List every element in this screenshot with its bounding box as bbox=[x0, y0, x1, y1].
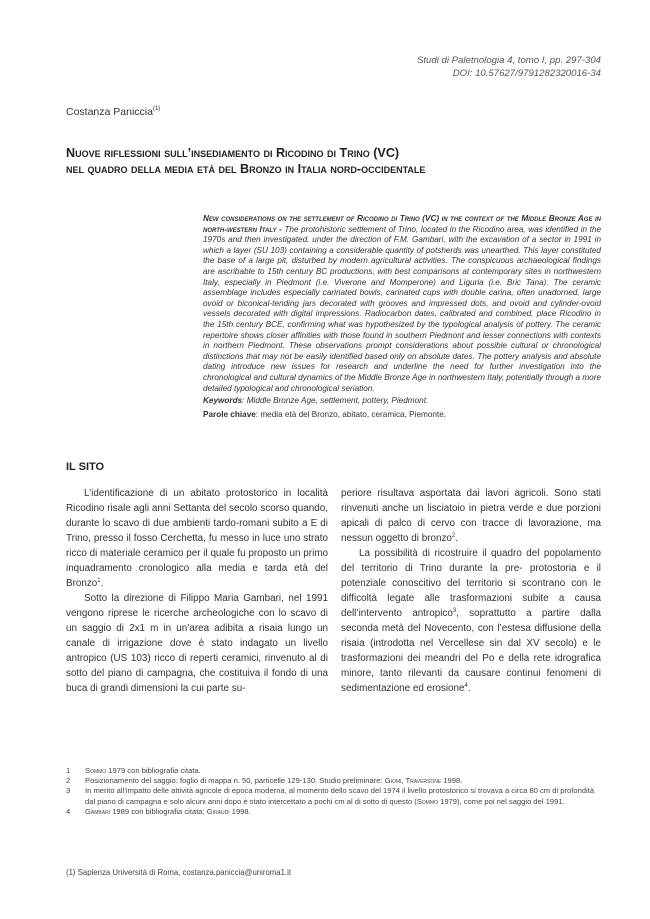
footnote-author: Gambari bbox=[85, 806, 111, 816]
paragraph-end: . bbox=[100, 578, 104, 589]
footnote-author: Giraudi bbox=[206, 806, 230, 816]
abstract-en bbox=[203, 214, 601, 394]
paragraph bbox=[66, 591, 328, 696]
keywords bbox=[203, 396, 601, 407]
footnotes bbox=[66, 766, 602, 817]
footnote bbox=[66, 766, 602, 776]
title-line-1: Nuove riflessioni sull’insediamento di Ricodino di Trino (VC) bbox=[66, 146, 400, 160]
footnote-text bbox=[85, 766, 602, 776]
footnote-text bbox=[85, 786, 602, 806]
footnote-number: 1 bbox=[66, 766, 71, 775]
body-column-right bbox=[341, 486, 601, 696]
footnote-ref[interactable]: 2 bbox=[451, 533, 456, 539]
keywords-label: Keywords bbox=[203, 396, 243, 406]
footnote-tail: 1998. bbox=[441, 776, 463, 786]
journal-header bbox=[417, 55, 601, 80]
paragraph bbox=[66, 486, 328, 591]
author-name: Costanza Paniccia bbox=[66, 106, 153, 118]
footnote-tail: 1979), come poi nel saggio del 1991. bbox=[438, 796, 565, 806]
footnote-ref[interactable]: 1 bbox=[97, 578, 101, 584]
author-mark: (1) bbox=[152, 106, 161, 112]
parole-chiave bbox=[203, 410, 601, 421]
abstract-text: The protohistoric settlement of Trino, located in the Ricodino area, was identified in the 1970s and then investigated, under the direction of F.M. Gambari, with the excavation of a sector in 1991 in which a layer (SU 103) containing a considerable quantity of potsherds was unearthed. This layer constituted the base of a large pit, disturbed by modern agricultural activities. The conspicuous archaeological findings are ascribable to 15th century BC productions, with best comparisons at contemporary sites in northwestern Italy, especially in Piedmont (i.e. Viverone and Momperone) and Liguria (i.e. Bric Tana). The ceramic assemblage includes especially carinated bowls, carinated cups with double carina, often unadorned, large ovoid or biconical-tending jars decorated with grooves and impressed dots, and ovoid and cylinder-ovoid vessels decorated with digital impressions. Radiocarbon dates, calibrated and combined, place Ricodino in the 15th century BCE, confirming what was hypothesized by the typological analysis of pottery. The ceramic repertoire shows closer affinities with those found in southern Piedmont and lesser connections with contexts in northern Piedmont. These observations prompt considerations about possible cultural or chronological distinctions that may not be easily identified based only on absolute dates. The pottery analysis and absolute dating introduce new issues for research and underline the need for further investigation into the chronological and cultural dynamics of the Middle Bronze Age in northwestern Italy, potentially through a more detailed typological and chronological seriation. bbox=[203, 224, 602, 393]
paragraph-end: . bbox=[455, 533, 458, 544]
paragraph-text: , soprattutto a partire dalla seconda metà del Novecento, con l’estesa diffusione della risaia (introdotta nel Vercellese sin dal XV secolo) e le trasformazioni dei meandri del Po e della rete idrografica minore, tanto rilevanti da causare continui fenomeni di sedimentazione ed erosione bbox=[341, 608, 601, 694]
paragraph-text: Sotto la direzione di Filippo Maria Gambari, nel 1991 vengono riprese le ricerche archeologiche con lo scavo di un saggio di 2x1 m in un’area adibita a risaia lungo un canale di irrigazione dove è stato indagato un livello antropico (US 103) ricco di reperti ceramici, rinvenuto al di sotto del piano di campagna, che costituiva il fondo di una buca di grandi dimensioni la cui parte su- bbox=[66, 593, 328, 694]
footnote-tail: 1998. bbox=[229, 806, 251, 816]
paragraph-text: periore risultava asportata dai lavori agricoli. Sono stati rinvenuti anche un lisciatoio in pietra verde e due porzioni apicali di palco di cervo con tracce di lavorazione, ma nessun oggetto di bronzo bbox=[341, 488, 601, 544]
author-affiliation: (1) Sapienza Università di Roma, costanza.paniccia@uniroma1.it bbox=[66, 868, 292, 877]
journal-citation: Studi di Paletnologia 4, tomo I, pp. 297-304 bbox=[416, 55, 601, 66]
footnote-author: Sommo bbox=[85, 766, 107, 775]
footnote-author: Giomi, Traversone bbox=[384, 776, 442, 786]
footnote-text bbox=[85, 807, 602, 817]
keywords-text: : Middle Bronze Age, settlement, pottery, Piedmont. bbox=[242, 396, 429, 406]
footnote-body: 1989 con bibliografia citata; bbox=[110, 806, 207, 816]
footnote-author: Sommo bbox=[416, 796, 438, 806]
parole-chiave-text: : media età del Bronzo, abitato, ceramica, Piemonte. bbox=[255, 409, 447, 419]
footnote-number: 4 bbox=[66, 806, 71, 816]
footnote bbox=[66, 786, 602, 806]
doi: DOI: 10.57627/9791282320016-34 bbox=[452, 67, 601, 79]
footnote-number: 2 bbox=[66, 776, 71, 786]
paragraph-text: L’identificazione di un abitato protostorico in località Ricodino risale agli anni Settanta del secolo scorso quando, durante lo scavo di due ambienti tardo-romani subito a E di Trino, presso il fosso Cerchetta, fu messo in luce uno strato ricco di materiale ceramico per il quale fu proposto un primo inquadramento cronologico alla media e tarda età del Bronzo bbox=[66, 488, 328, 589]
paragraph bbox=[341, 546, 601, 696]
footnote bbox=[66, 776, 602, 786]
footnote-text bbox=[85, 776, 602, 786]
title-line-2: nel quadro della media età del Bronzo in Italia nord-occidentale bbox=[66, 161, 426, 176]
paragraph-text: La possibilità di ricostruire il quadro del popolamento del territorio di Trino durante la pre- protostoria e il potenziale conoscitivo del territorio si scontrano con le difficoltà legate alle trasformazioni subite a causa dell’intervento antropico bbox=[341, 548, 601, 619]
paragraph bbox=[341, 486, 601, 546]
footnote-body: 1979 con bibliografia citata. bbox=[106, 766, 201, 775]
footnote-ref[interactable]: 4 bbox=[464, 683, 468, 689]
paragraph-end: . bbox=[467, 683, 471, 694]
parole-chiave-label: Parole chiave bbox=[203, 409, 256, 419]
footnote-number: 3 bbox=[66, 786, 71, 796]
footnote-ref[interactable]: 3 bbox=[452, 608, 457, 614]
abstract-title: New considerations on the settlement of Ricodino di Trino (VC) in the context of the Middle Bronze Age in north-western Italy - bbox=[203, 214, 601, 234]
footnote-body: In merito all’impatto delle attività agricole di epoca moderna, al momento dello scavo del 1974 il livello protostorico si trovava a circa 80 cm di profondità dal piano di campagna e solo alcuni anni dopo è stato intercettato a pochi cm al di sotto di questo ( bbox=[85, 786, 595, 806]
footnote bbox=[66, 807, 602, 817]
author bbox=[66, 106, 160, 118]
abstract bbox=[203, 214, 601, 420]
footnote-body: Posizionamento del saggio: foglio di mappa n. 50, particelle 129-130. Studio preliminare: bbox=[85, 776, 385, 786]
section-heading: IL SITO bbox=[66, 461, 105, 473]
body-column-left bbox=[66, 486, 328, 696]
article-title bbox=[66, 146, 586, 177]
